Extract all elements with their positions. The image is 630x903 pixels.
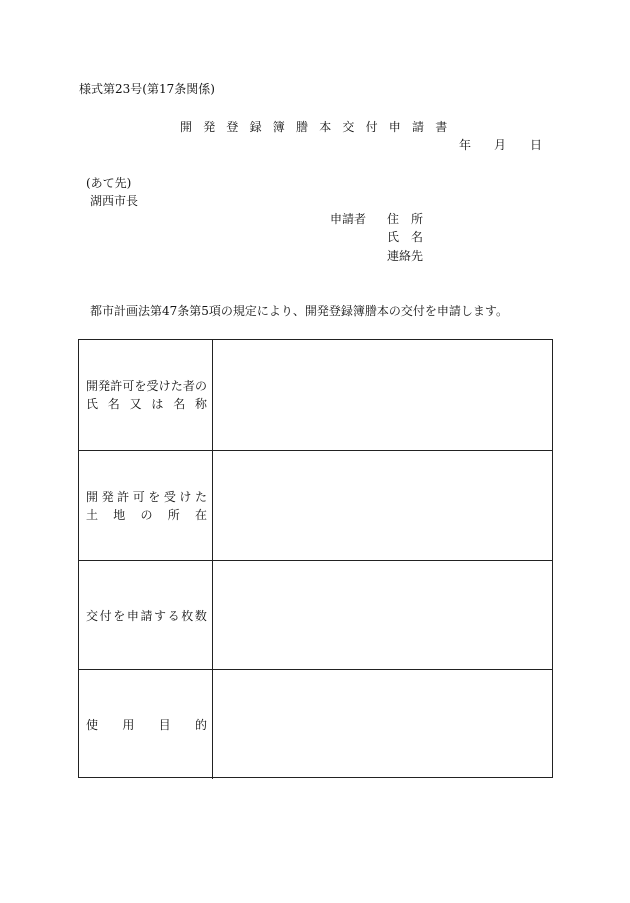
name-label: 氏名 (387, 230, 436, 244)
addressee-note: (あて先) (86, 176, 132, 190)
table-row (79, 669, 552, 779)
row-label-applicant-name (79, 340, 213, 450)
copy-count-field[interactable] (213, 561, 552, 670)
table-row (79, 340, 552, 450)
table-row (79, 450, 552, 560)
date-day-label: 日 (530, 138, 543, 152)
date-year-label: 年 (459, 138, 472, 152)
application-statement: 都市計画法第47条第5項の規定により、開発登録簿謄本の交付を申請します。 (90, 304, 508, 318)
row-label-purpose (79, 670, 213, 779)
address-label: 住所 (387, 212, 436, 226)
row-label-line: 開 発 許 可 を 受 け た (86, 489, 207, 504)
applicant-label: 申請者 (330, 212, 367, 226)
table-row (79, 560, 552, 670)
row-label-line: 使 用 目 的 (86, 717, 207, 732)
document-title: 開発登録簿謄本交付申請書 (180, 120, 459, 134)
addressee: 湖西市長 (90, 194, 139, 208)
row-label-copy-count (79, 561, 213, 670)
land-location-field[interactable] (213, 451, 552, 560)
applicant-name-field[interactable] (213, 340, 552, 450)
purpose-field[interactable] (213, 670, 552, 779)
row-label-line: 交 付 を 申 請 す る 枚 数 (86, 608, 207, 623)
row-label-line: 土 地 の 所 在 (86, 507, 207, 522)
row-label-line: 氏 名 又 は 名 称 (86, 397, 207, 411)
contact-label: 連絡先 (387, 249, 424, 263)
row-label-line: 開 発 許 可 を 受 け た 者 の (86, 379, 207, 393)
application-table (78, 339, 553, 778)
row-label-land-location (79, 451, 213, 560)
date-month-label: 月 (494, 138, 507, 152)
form-number: 様式第23号(第17条関係) (79, 82, 215, 96)
